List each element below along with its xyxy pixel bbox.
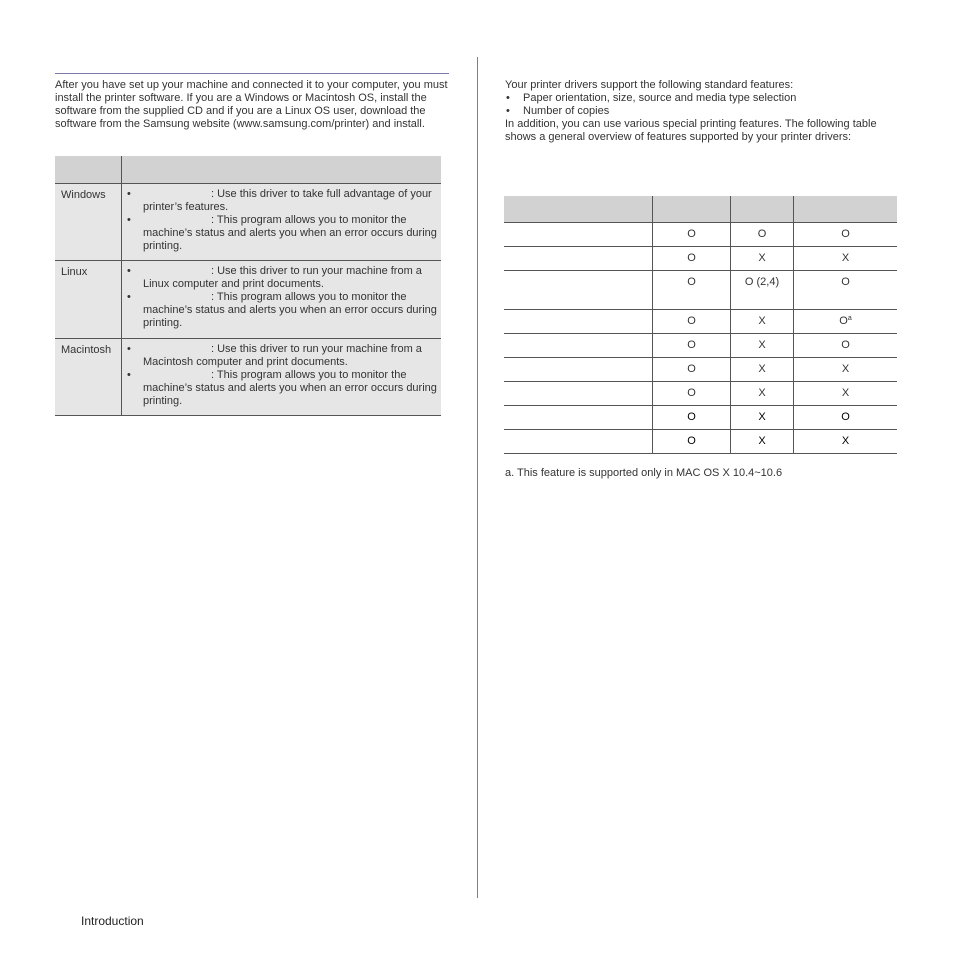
list-item bbox=[126, 369, 437, 408]
bullet-text: : This program allows you to monitor the machine’s status and alerts you when an error occurs during printing. bbox=[143, 369, 437, 407]
cell: O bbox=[794, 271, 898, 310]
cell: X bbox=[731, 334, 794, 358]
cell: X bbox=[794, 358, 898, 382]
cell: O bbox=[653, 310, 731, 334]
os-cell: Linux bbox=[55, 261, 122, 339]
list-item bbox=[126, 343, 437, 369]
bullet-text: : This program allows you to monitor the machine’s status and alerts you when an error occurs during printing. bbox=[143, 214, 437, 252]
section-rule bbox=[55, 73, 449, 74]
header-windows bbox=[653, 196, 731, 223]
cell-value: O bbox=[839, 315, 848, 327]
description-cell bbox=[122, 184, 442, 261]
table-row bbox=[504, 406, 897, 430]
table-row-macintosh bbox=[55, 339, 441, 416]
cell: O bbox=[653, 271, 731, 310]
cell: O bbox=[653, 223, 731, 247]
list-item: • Paper orientation, size, source and media type selection bbox=[505, 92, 885, 105]
cell: X bbox=[731, 310, 794, 334]
cell: X bbox=[731, 358, 794, 382]
table-row-linux bbox=[55, 261, 441, 339]
cell: X bbox=[794, 382, 898, 406]
cell: X bbox=[731, 430, 794, 454]
bullet-text: : This program allows you to monitor the machine’s status and alerts you when an error occurs during printing. bbox=[143, 291, 437, 329]
os-cell: Macintosh bbox=[55, 339, 122, 416]
features-intro-paragraph: In addition, you can use various special printing features. The following table shows a general overview of features supported by your printer drivers: bbox=[505, 118, 877, 143]
features-intro-line: Your printer drivers support the following standard features: bbox=[505, 79, 794, 91]
page-footer: Introduction bbox=[81, 914, 144, 928]
table-row-windows bbox=[55, 184, 441, 261]
list-item bbox=[126, 291, 437, 330]
cell: O bbox=[653, 247, 731, 271]
cell: O bbox=[653, 406, 731, 430]
header-linux bbox=[731, 196, 794, 223]
cell: O bbox=[653, 382, 731, 406]
cell: X bbox=[794, 430, 898, 454]
bullet-text: : Use this driver to run your machine from a Linux computer and print documents. bbox=[143, 265, 422, 290]
description-cell bbox=[122, 339, 442, 416]
footnote: a. This feature is supported only in MAC OS X 10.4~10.6 bbox=[505, 467, 783, 479]
cell: X bbox=[731, 247, 794, 271]
features-table-header bbox=[504, 196, 897, 223]
header-macintosh bbox=[794, 196, 898, 223]
cell: X bbox=[731, 406, 794, 430]
software-table-header bbox=[55, 156, 441, 184]
cell: X bbox=[731, 382, 794, 406]
list-item: • Number of copies bbox=[505, 105, 885, 118]
features-intro bbox=[505, 79, 885, 144]
description-cell bbox=[122, 261, 442, 339]
bullet-text: : Use this driver to run your machine from a Macintosh computer and print documents. bbox=[143, 343, 422, 368]
header-os bbox=[55, 156, 122, 184]
intro-paragraph: After you have set up your machine and connected it to your computer, you must install the printer software. If you are a Windows or Macintosh OS, install the software from the supplied CD and if you are a Linux OS user, download the software from the Samsung website (www.samsung.com/printer) and install. bbox=[55, 79, 448, 130]
cell: O bbox=[794, 223, 898, 247]
table-row bbox=[504, 223, 897, 247]
table-row bbox=[504, 271, 897, 310]
table-row bbox=[504, 334, 897, 358]
features-table bbox=[504, 196, 897, 454]
header-feature bbox=[504, 196, 653, 223]
cell: X bbox=[794, 247, 898, 271]
header-contents bbox=[122, 156, 442, 184]
cell: O bbox=[653, 430, 731, 454]
list-item bbox=[126, 214, 437, 253]
table-row bbox=[504, 247, 897, 271]
cell: O (2,4) bbox=[731, 271, 794, 310]
software-table bbox=[55, 156, 441, 416]
column-divider bbox=[477, 57, 478, 898]
cell: O bbox=[794, 406, 898, 430]
list-item bbox=[126, 265, 437, 291]
cell: O bbox=[731, 223, 794, 247]
cell: O bbox=[794, 334, 898, 358]
table-row bbox=[504, 430, 897, 454]
table-row bbox=[504, 358, 897, 382]
cell bbox=[794, 310, 898, 334]
table-row bbox=[504, 382, 897, 406]
os-cell: Windows bbox=[55, 184, 122, 261]
list-item bbox=[126, 188, 437, 214]
cell: O bbox=[653, 358, 731, 382]
cell: O bbox=[653, 334, 731, 358]
table-row bbox=[504, 310, 897, 334]
bullet-text: : Use this driver to take full advantage of your printer’s features. bbox=[143, 188, 432, 213]
footnote-marker: a bbox=[847, 315, 852, 322]
